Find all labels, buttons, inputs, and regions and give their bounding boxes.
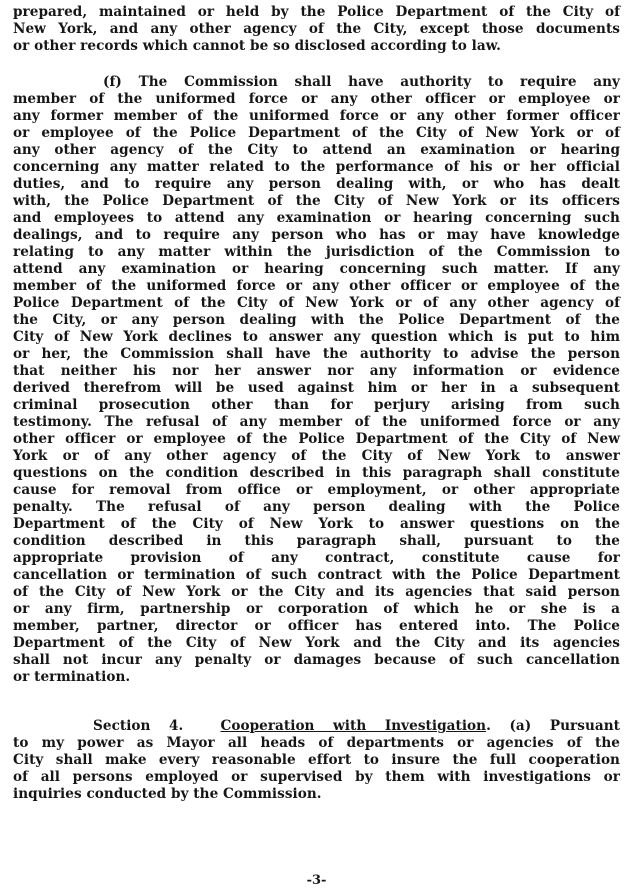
text-line: or other records which cannot be so disclosed according to law. [13, 38, 501, 54]
text-line: the City, or any person dealing with the Police Department of the [13, 312, 620, 328]
text-line: condition described in this paragraph shall, pursuant to the [13, 533, 620, 549]
text-line: penalty. The refusal of any person dealing with the Police [13, 499, 620, 515]
paragraph-f-first-line: (f) The Commission shall have authority to require any [103, 74, 620, 90]
text-line: City shall make every reasonable effort to insure the full cooperation [13, 752, 620, 768]
text-line: member, partner, director or officer has entered into. The Police [13, 618, 620, 634]
text-line: or termination. [13, 669, 131, 685]
text-line: shall not incur any penalty or damages because of such cancellation [13, 652, 620, 668]
text-line: any former member of the uniformed force or any other former officer [13, 108, 620, 124]
text-line: or any firm, partnership or corporation of which he or she is a [13, 601, 620, 617]
text-line: of the City of New York or the City and its agencies that said person [13, 584, 620, 600]
text-line: or her, the Commission shall have the authority to advise the person [13, 346, 620, 362]
text-line: attend any examination or hearing concerning such matter. If any [13, 261, 620, 277]
text-line: cancellation or termination of such contract with the Police Department [13, 567, 620, 583]
text-line: or employee of the Police Department of the City of New York or of [13, 125, 620, 141]
text-line: duties, and to require any person dealing with, or who has dealt [13, 176, 620, 192]
text-line: New York, and any other agency of the City, except those documents [13, 21, 620, 37]
text-line: relating to any matter within the jurisdiction of the Commission to [13, 244, 620, 260]
text-line: member of the uniformed force or any other officer or employee of the [13, 278, 620, 294]
text-line: concerning any matter related to the performance of his or her official [13, 159, 620, 175]
text-line: prepared, maintained or held by the Police Department of the City of [13, 4, 620, 20]
section-label: Section 4. [93, 718, 184, 734]
text-line: Department of the City of New York to answer questions on the [13, 516, 620, 532]
text-line: testimony. The refusal of any member of the uniformed force or any [13, 414, 620, 430]
section-first-line-rest: . (a) Pursuant [486, 718, 620, 734]
text-line: cause for removal from office or employment, or other appropriate [13, 482, 620, 498]
text-line: that neither his nor her answer nor any information or evidence [13, 363, 620, 379]
text-line: Department of the City of New York and the City and its agencies [13, 635, 620, 651]
text-line: City of New York declines to answer any question which is put to him [13, 329, 620, 345]
text-line: appropriate provision of any contract, constitute cause for [13, 550, 620, 566]
text-line: Police Department of the City of New York or of any other agency of [13, 295, 620, 311]
text-line: derived therefrom will be used against him or her in a subsequent [13, 380, 620, 396]
text-line: to my power as Mayor all heads of departments or agencies of the [13, 735, 620, 751]
section-heading: Cooperation with Investigation [220, 718, 487, 734]
text-line: with, the Police Department of the City of New York or its officers [13, 193, 620, 209]
text-line: member of the uniformed force or any other officer or employee or [13, 91, 620, 107]
text-line: of all persons employed or supervised by them with investigations or [13, 769, 620, 785]
text-line: and employees to attend any examination or hearing concerning such [13, 210, 620, 226]
text-line: dealings, and to require any person who has or may have knowledge [13, 227, 620, 243]
text-line: criminal prosecution other than for perjury arising from such [13, 397, 620, 413]
page-number: -3- [306, 873, 327, 888]
text-line: other officer or employee of the Police Department of the City of New [13, 431, 620, 447]
text-line: York or of any other agency of the City of New York to answer [13, 448, 620, 464]
text-line: questions on the condition described in this paragraph shall constitute [13, 465, 620, 481]
text-line: inquiries conducted by the Commission. [13, 786, 322, 802]
text-line: any other agency of the City to attend an examination or hearing [13, 142, 620, 158]
section-4-first-line [93, 718, 620, 735]
